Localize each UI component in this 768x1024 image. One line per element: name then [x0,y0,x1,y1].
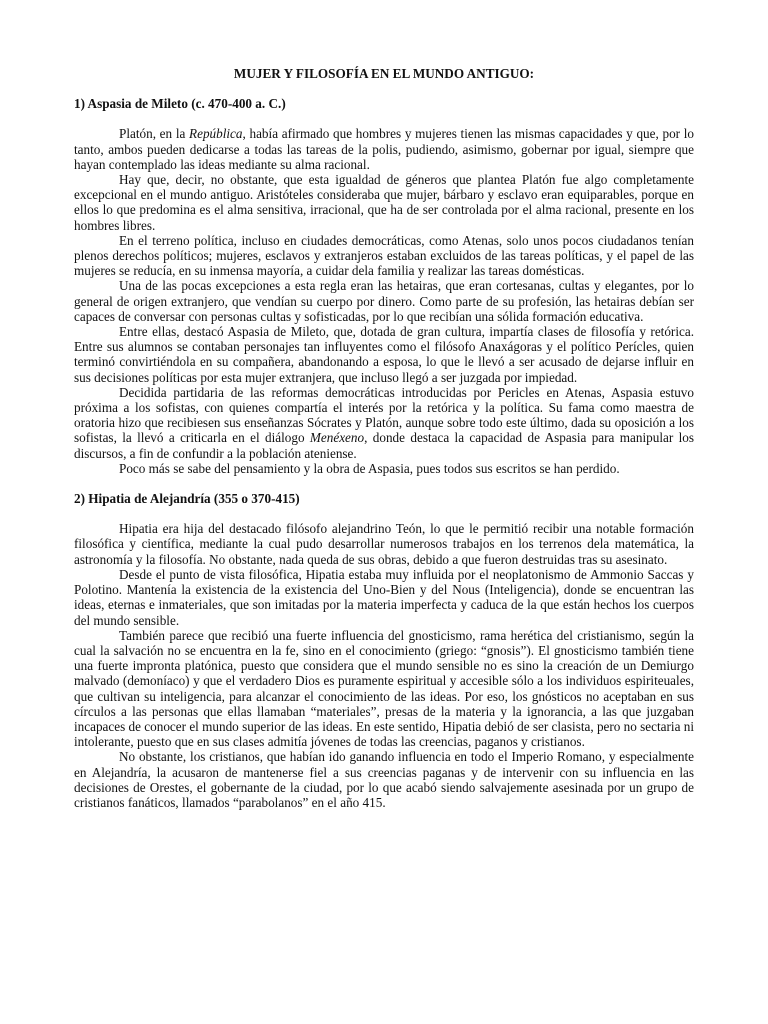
paragraph [74,461,694,476]
document-page [74,66,694,810]
paragraph-text: En el terreno política, incluso en ciudades democráticas, como Atenas, solo unos pocos ciudadanos tenían plenos derechos políticos; mujeres, esclavos y extranjeros estaban excluidos de las tareas políticas, y el papel de las mujeres se reducía, en su inmensa mayoría, a cuidar dela familia y realizar las tareas domésticas. [74,232,694,279]
paragraph [74,749,694,810]
section-heading: 2) Hipatia de Alejandría (355 o 370-415) [74,491,300,507]
paragraph-text: Una de las pocas excepciones a esta regla eran las hetairas, que eran cortesanas, cultas y elegantes, por lo general de origen extranjero, que vendían su cuerpo por dinero. Como parte de su profesión, las hetairas debían ser capaces de conversar con personas cultas y sofisticadas, por lo que recibían una sólida formación educativa. [74,278,694,324]
paragraph-text: Hipatia era hija del destacado filósofo alejandrino Teón, lo que le permitió recibir una notable formación filosófica y científica, mediante la cual pudo desarrollar numerosos trabajos en los terrenos dela matemática, la astronomía y la filosofía. No obstante, nada queda de sus obras, debido a que fueron destruidas tras su asesinato. [74,521,694,567]
paragraph [74,278,694,324]
paragraph [74,233,694,279]
paragraph-text: También parece que recibió una fuerte influencia del gnosticismo, rama herética del cristianismo, según la cual la salvación no se encuentra en la fe, sino en el conocimiento (griego: “gnosis”). El gnosticismo también tiene una fuerte impronta platónica, puesto que considera que el mundo sensible no es sino la creación de un Demiurgo malvado (demoníaco) y que el verdadero Dios es puramente espiritual y accesible sólo a los individuos espiriteuales, que cultivan su inteligencia, para alcanzar el conocimiento de las ideas. Por eso, los gnósticos no aceptaban en sus círculos a las personas que ellas llamaban “materiales”, presas de la materia y la ignorancia, a las que juzgaban incapaces de conocer el mundo superior de las ideas. En este sentido, Hipatia debió de ser clasista, pero no sectaria ni intolerante, puesto que en sus clases admitía jóvenes de todas las creencias, paganos y cristianos. [74,627,694,750]
italic-title-text: Menéxeno [309,430,365,446]
paragraph [74,385,694,461]
paragraph [74,628,694,750]
paragraph-text: , donde destaca la capacidad de Aspasia para manipular los discursos, a fin de confundir a la población ateniense. [74,430,694,461]
paragraph-text: Poco más se sabe del pensamiento y la obra de Aspasia, pues todos sus escritos se han perdido. [119,460,620,476]
paragraph [74,126,694,172]
paragraph [74,172,694,233]
paragraph-text: Desde el punto de vista filosófica, Hipatia estaba muy influida por el neoplatonismo de Ammonio Saccas y Polotino. Mantenía la existencia de la existencia del Uno-Bien y del Nous (Inteligencia), donde se encuentran las ideas, eternas e inmateriales, que son imitadas por la materia imperfecta y caduca de la que están hechos los cuerpos del mundo sensible. [74,566,694,628]
paragraph-text: Decidida partidaria de las reformas democráticas introducidas por Pericles en Atenas, Aspasia estuvo próxima a los sofistas, con quienes compartía el interés por la retórica y la política. Su fama como maestra de oratoria hizo que recibiesen sus enseñanzas Sócrates y Platón, aunque sobre todo este último, dada su oposición a los sofistas, la llevó a criticarla en el diálogo [74,384,694,446]
paragraph-text: Platón, en la [119,126,190,142]
italic-title-text: República [189,126,243,142]
paragraph-text: Entre ellas, destacó Aspasia de Mileto, que, dotada de gran cultura, impartía clases de filosofía y retórica. Entre sus alumnos se contaban personajes tan influyentes como el filósofo Anaxágoras y el político Perícles, quien terminó convirtiéndola en su compañera, abandonando a esposa, lo que le llevó a ser acusado de dejarse influir en sus decisiones políticas por esta mujer extranjera, que incluso llegó a ser juzgada por impiedad. [74,324,694,385]
paragraph-text: No obstante, los cristianos, que habían ido ganando influencia en todo el Imperio Romano, y especialmente en Alejandría, la acusaron de mantenerse fiel a sus creencias paganas y de intervenir con su influencia en las decisiones de Orestes, el gobernante de la ciudad, por lo que acabó siendo salvajemente asesinada por un grupo de cristianos fanáticos, llamados “parabolanos” en el año 415. [74,749,694,810]
document-title: MUJER Y FILOSOFÍA EN EL MUNDO ANTIGUO: [233,66,535,81]
paragraph-text: , había afirmado que hombres y mujeres tienen las mismas capacidades y que, por lo tanto, ambos pueden dedicarse a todas las tareas de la polis, pudiendo, asimismo, gobernar por igual, siempre que hayan contemplado las ideas mediante su alma racional. [74,126,694,172]
paragraph [74,567,694,628]
paragraph-text: Hay que, decir, no obstante, que esta igualdad de géneros que plantea Platón fue algo completamente excepcional en el mundo antiguo. Aristóteles consideraba que mujer, bárbaro y esclavo eran equiparables, porque en ellos lo que predomina es el alma sensitiva, irracional, que ha de ser controlada por el alma racional, presente en los hombres libres. [74,172,694,233]
document-body [74,96,694,810]
section-heading: 1) Aspasia de Mileto (c. 470-400 a. C.) [74,96,286,112]
paragraph [74,324,694,385]
paragraph [74,521,694,567]
